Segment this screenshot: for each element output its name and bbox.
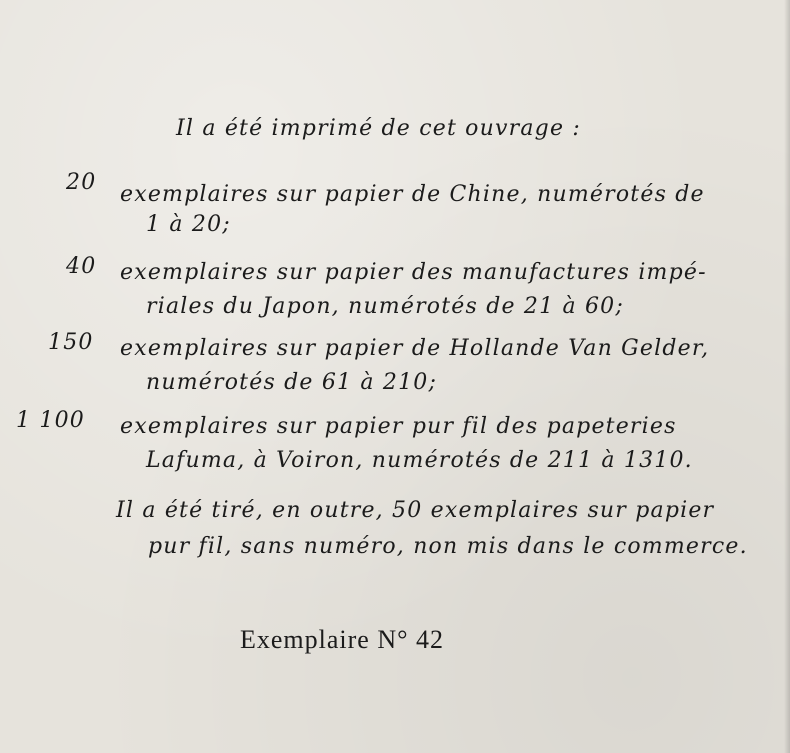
note-line: Il a été tiré, en outre, 50 exemplaires sur papier	[116, 498, 715, 523]
entry-line: exemplaires sur papier des manufactures impé-	[120, 260, 707, 285]
entry-line: exemplaires sur papier de Hollande Van Gelder,	[120, 336, 710, 361]
note-line: pur fil, sans numéro, non mis dans le commerce.	[148, 534, 748, 559]
intro-line: Il a été imprimé de cet ouvrage :	[176, 116, 581, 141]
entry-line: Lafuma, à Voiron, numérotés de 211 à 1310.	[146, 448, 693, 473]
entry-line: 1 à 20;	[146, 212, 231, 237]
entry-line: exemplaires sur papier de Chine, numérotés de	[120, 182, 705, 207]
entry-line: numérotés de 61 à 210;	[146, 370, 438, 395]
entry-line: exemplaires sur papier pur fil des papeteries	[120, 414, 677, 439]
entry-number: 150	[48, 330, 94, 355]
entry-number: 20	[66, 170, 97, 195]
entry-number: 1 100	[16, 408, 85, 433]
copy-number: Exemplaire N° 42	[240, 625, 445, 654]
entry-line: riales du Japon, numérotés de 21 à 60;	[146, 294, 624, 319]
entry-number: 40	[66, 254, 97, 279]
page-edge-shadow	[784, 0, 790, 753]
